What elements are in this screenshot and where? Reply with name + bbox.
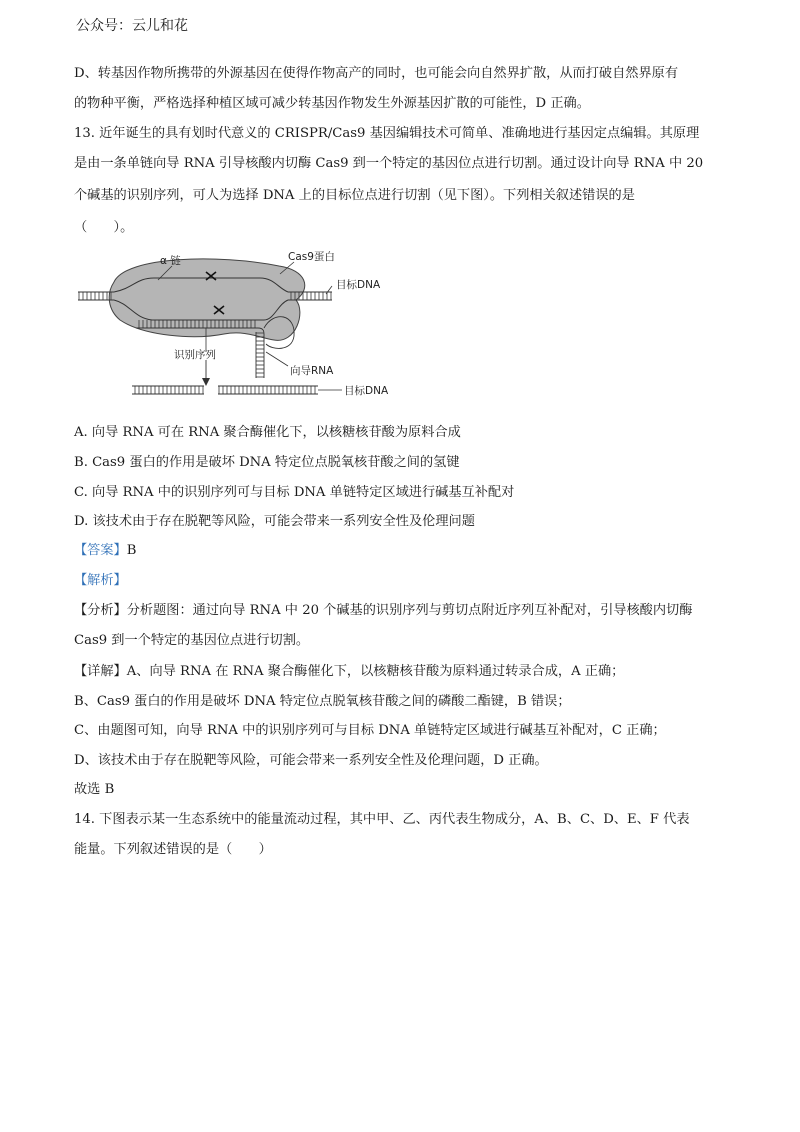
analysis-line: 故选 B [74,782,115,797]
answer-line [74,541,136,561]
analysis-line: Cas9 到一个特定的基因位点进行切割。 [74,633,310,648]
text-line: D、转基因作物所携带的外源基因在使得作物高产的同时，也可能会向自然界扩散，从而打破自然界原有 [74,66,679,81]
answer-value: B [126,543,137,558]
question-13-line: 个碱基的识别序列，可人为选择 DNA 上的目标位点进行切割（见下图）。下列相关叙述错误的是 [74,188,635,203]
label-recognition-seq: 识别序列 [174,349,216,361]
option-b: B. Cas9 蛋白的作用是破坏 DNA 特定位点脱氧核苷酸之间的氢键 [74,455,460,470]
option-a: A. 向导 RNA 可在 RNA 聚合酶催化下，以核糖核苷酸为原料合成 [74,425,461,440]
question-13-line: （ ）。 [74,220,134,235]
label-target-dna-top: 目标DNA [336,279,381,291]
option-c: C. 向导 RNA 中的识别序列可与目标 DNA 单链特定区域进行碱基互补配对 [74,485,515,500]
analysis-line: D、该技术由于存在脱靶等风险，可能会带来一系列安全性及伦理问题，D 正确。 [74,753,548,768]
page-header: 公众号：云儿和花 [76,18,188,34]
question-13-line: 13. 近年诞生的具有划时代意义的 CRISPR/Cas9 基因编辑技术可简单、准确地进行基因定点编辑。其原理 [74,126,700,141]
answer-tag: 【答案】 [74,543,127,558]
analysis-line: C、由题图可知，向导 RNA 中的识别序列可与目标 DNA 单链特定区域进行碱基互补配对，C 正确； [74,723,666,738]
analysis-line: B、Cas9 蛋白的作用是破坏 DNA 特定位点脱氧核苷酸之间的磷酸二酯键，B 错误； [74,694,571,709]
analysis-line: 【分析】分析题图：通过向导 RNA 中 20 个碱基的识别序列与剪切点附近序列互补配对，引导核酸内切酶 [74,603,693,618]
crispr-cas9-figure [74,248,404,408]
text-line: 的物种平衡，严格选择种植区域可减少转基因作物发生外源基因扩散的可能性，D 正确。 [74,96,590,111]
analysis-tag: 【解析】 [74,573,127,588]
label-cas9: Cas9蛋白 [288,251,335,263]
analysis-line: 【详解】A、向导 RNA 在 RNA 聚合酶催化下，以核糖核苷酸为原料通过转录合成，A 正确； [74,664,625,679]
label-guide-rna: 向导RNA [290,365,334,377]
option-d: D. 该技术由于存在脱靶等风险，可能会带来一系列安全性及伦理问题 [74,514,475,529]
label-target-dna-bottom: 目标DNA [344,385,389,397]
label-alpha-chain: α 链 [160,255,181,267]
question-14-line: 能量。下列叙述错误的是（ ） [74,842,272,857]
question-14-line: 14. 下图表示某一生态系统中的能量流动过程，其中甲、乙、丙代表生物成分，A、B、C、D、E、F 代表 [74,812,690,827]
question-13-line: 是由一条单链向导 RNA 引导核酸内切酶 Cas9 到一个特定的基因位点进行切割。通过设计向导 RNA 中 20 [74,156,704,171]
